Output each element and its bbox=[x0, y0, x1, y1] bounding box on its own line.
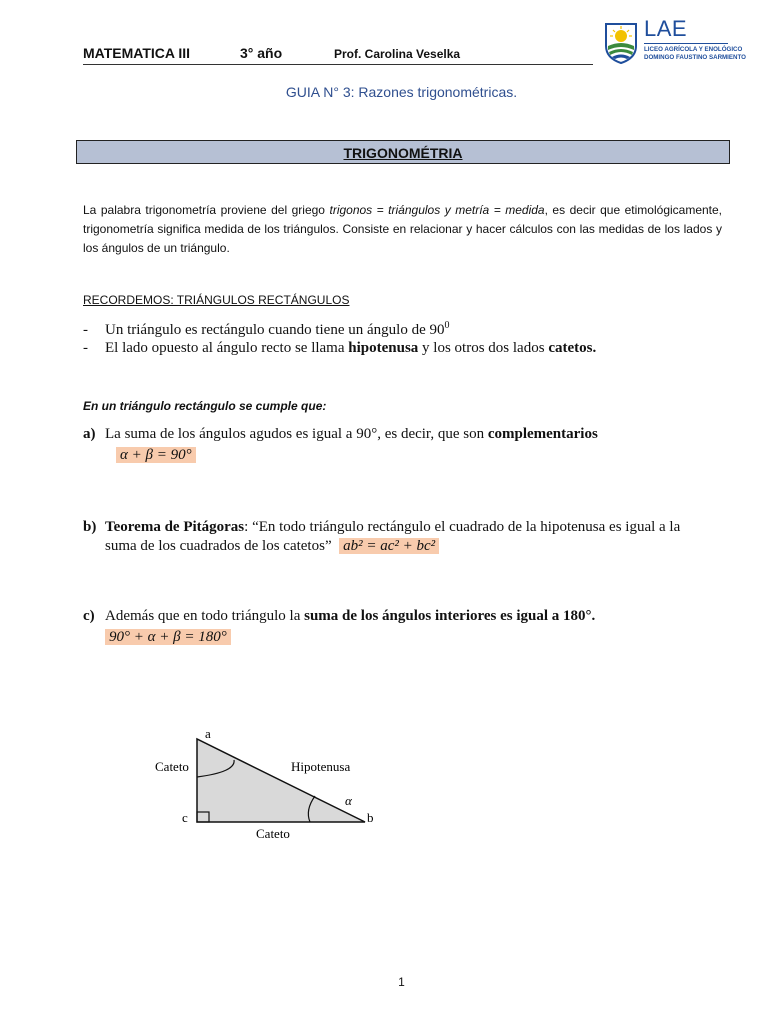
bullet-2-text-c: y los otros dos lados bbox=[418, 340, 549, 356]
logo-subtitle-2: DOMINGO FAUSTINO SARMIENTO bbox=[644, 54, 746, 61]
section-title: TRIGONOMÉTRIA bbox=[343, 145, 463, 161]
vertex-b-label: b bbox=[367, 810, 374, 825]
page-number: 1 bbox=[398, 975, 405, 989]
teacher-name: Prof. Carolina Veselka bbox=[334, 47, 461, 61]
formula-c: 90° + α + β = 180° bbox=[105, 629, 231, 645]
right-triangle-diagram bbox=[140, 720, 400, 850]
condition-a-formula bbox=[116, 446, 196, 464]
conditions-heading: En un triángulo rectángulo se cumple que: bbox=[83, 399, 327, 413]
bullet-2-hypotenuse: hipotenusa bbox=[348, 340, 419, 356]
course-name: MATEMATICA III bbox=[83, 45, 191, 61]
alpha-label: α bbox=[345, 793, 352, 808]
leg-left-label: Cateto bbox=[155, 759, 189, 774]
hypotenuse-label: Hipotenusa bbox=[291, 759, 351, 774]
logo-acronym: LAE bbox=[644, 16, 688, 41]
condition-b-line-2 bbox=[105, 538, 439, 555]
bullet-2-legs: catetos. bbox=[548, 340, 597, 356]
condition-b-text-2: suma de los cuadrados de los catetos” bbox=[105, 538, 332, 554]
condition-b-text-1: : “En todo triángulo rectángulo el cuadrado de la hipotenusa es igual a la bbox=[244, 519, 681, 535]
shield-logo-icon bbox=[604, 22, 638, 64]
page-header bbox=[83, 44, 593, 65]
recall-heading: RECORDEMOS: TRIÁNGULOS RECTÁNGULOS bbox=[83, 293, 350, 307]
condition-a-text: La suma de los ángulos agudos es igual a 90°, es decir, que son bbox=[105, 426, 488, 442]
intro-text-1: La palabra trigonometría proviene del griego bbox=[83, 203, 330, 217]
school-logo bbox=[604, 16, 746, 68]
section-banner bbox=[76, 140, 730, 164]
condition-c-bold: suma de los ángulos interiores es igual a 180°. bbox=[304, 608, 596, 624]
condition-c-text: Además que en todo triángulo la bbox=[105, 608, 305, 624]
condition-c bbox=[83, 608, 595, 625]
formula-b: ab² = ac² + bc² bbox=[339, 538, 439, 554]
bullet-dash: - bbox=[83, 322, 88, 338]
formula-a: α + β = 90° bbox=[116, 447, 196, 463]
logo-subtitle-1: LICEO AGRÍCOLA Y ENOLÓGICO bbox=[644, 46, 743, 53]
leg-bottom-label: Cateto bbox=[256, 826, 290, 841]
guide-title: GUIA N° 3: Razones trigonométricas. bbox=[285, 84, 518, 100]
intro-text-2: , es decir que etimológicamente, trigonometría significa medida de los triángulos. Consiste en relacionar y hacer cálculos con las medidas de los lados y los ángulos de un triángulo. bbox=[83, 203, 723, 255]
condition-a bbox=[83, 426, 598, 443]
triangle-shape bbox=[197, 739, 365, 822]
vertex-a-label: a bbox=[205, 726, 211, 741]
bullet-item-2 bbox=[83, 340, 596, 357]
condition-a-bold: complementarios bbox=[487, 426, 598, 442]
logo-divider bbox=[644, 43, 728, 44]
condition-c-label: c) bbox=[83, 608, 95, 624]
intro-emphasis: trigonos = triángulos y metría = medida bbox=[329, 203, 545, 217]
intro-paragraph bbox=[83, 201, 722, 258]
condition-a-label: a) bbox=[83, 426, 96, 442]
bullet-2-text-a: El lado opuesto al ángulo recto se llama bbox=[105, 340, 349, 356]
vertex-c-label: c bbox=[182, 810, 188, 825]
bullet-1-sup: 0 bbox=[444, 320, 450, 331]
bullet-dash: - bbox=[83, 340, 88, 356]
condition-b-bold: Teorema de Pitágoras bbox=[105, 519, 245, 535]
condition-c-formula bbox=[105, 628, 231, 646]
bullet-item-1 bbox=[83, 320, 450, 339]
condition-b bbox=[83, 516, 722, 538]
condition-b-label: b) bbox=[83, 519, 97, 535]
course-year: 3° año bbox=[240, 45, 283, 61]
bullet-1-text: Un triángulo es rectángulo cuando tiene un ángulo de 90 bbox=[105, 322, 445, 338]
